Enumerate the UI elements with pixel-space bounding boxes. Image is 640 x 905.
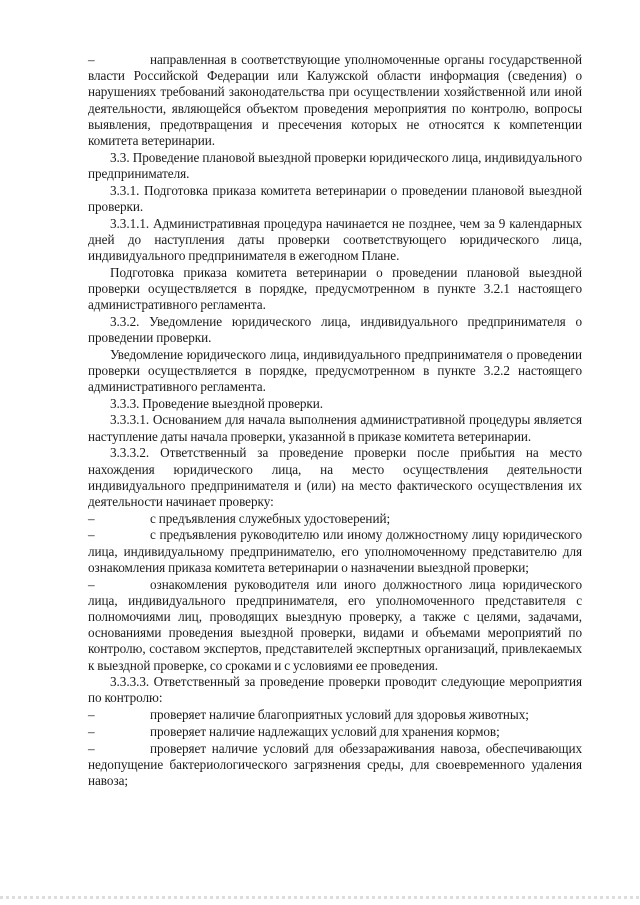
dash-marker: – xyxy=(88,723,95,739)
scan-edge-line xyxy=(0,896,640,899)
paragraph: 3.3.3.1. Основанием для начала выполнения административной процедуры является наступление даты начала проверки, указанной в приказе комитета ветеринарии. xyxy=(88,412,582,444)
paragraph: Уведомление юридического лица, индивидуального предпринимателя о проведении проверки осуществляется в порядке, предусмотренном в пункте 3.2.2 настоящего административного регламента. xyxy=(88,346,582,395)
paragraph-text: с предъявления руководителю или иному должностному лицу юридического лица, индивидуальному предпринимателю, его уполномоченному представителю для ознакомления приказа комитета ветеринарии о назначении выездной проверки; xyxy=(88,527,582,575)
paragraph-text: проверяет наличие надлежащих условий для хранения кормов; xyxy=(150,723,500,739)
list-item xyxy=(88,52,582,149)
paragraph-text: проверяет наличие благоприятных условий для здоровья животных; xyxy=(150,707,529,723)
paragraph-text: направленная в соответствующие уполномоченные органы государственной власти Российской Федерации или Калужской области информация (сведения) о нарушениях требований законодательства при осуществлении хозяйственной или иной деятельности, являющейся объектом проведения мероприятия по контролю, вопросы выявления, предотвращения и пресечения которых не относятся к компетенции комитета ветеринарии. xyxy=(88,52,582,149)
list-item xyxy=(88,724,582,740)
paragraph: 3.3.1.1. Административная процедура начинается не позднее, чем за 9 календарных дней до наступления даты проверки соответствующего юридического лица, индивидуального предпринимателя в ежегодном Плане. xyxy=(88,215,582,263)
dash-marker: – xyxy=(88,576,95,592)
section-heading: 3.3. Проведение плановой выездной проверки юридического лица, индивидуального предпринимателя. xyxy=(88,149,582,181)
dash-marker: – xyxy=(88,740,95,756)
list-item xyxy=(88,511,582,527)
dash-marker: – xyxy=(88,52,95,67)
list-item xyxy=(88,707,582,723)
section-heading: 3.3.1. Подготовка приказа комитета ветеринарии о проведении плановой выездной проверки. xyxy=(88,182,582,214)
paragraph-text: проверяет наличие условий для обеззараживания навоза, обеспечивающих недопущение бактериологического загрязнения среды, для своевременного удаления навоза; xyxy=(88,740,582,788)
paragraph: 3.3.3.2. Ответственный за проведение проверки после прибытия на место нахождения юридического лица, на место осуществления деятельности индивидуального предпринимателя и (или) на место фактического осуществления их деятельности начинает проверку: xyxy=(88,445,582,509)
list-item xyxy=(88,741,582,790)
list-item xyxy=(88,527,582,576)
dash-marker: – xyxy=(88,510,95,526)
document-body xyxy=(88,52,582,789)
section-heading: 3.3.2. Уведомление юридического лица, индивидуального предпринимателя о проведении проверки. xyxy=(88,313,582,345)
paragraph-text: с предъявления служебных удостоверений; xyxy=(150,510,391,526)
paragraph: 3.3.3.3. Ответственный за проведение проверки проводит следующие мероприятия по контролю: xyxy=(88,674,582,706)
section-heading: 3.3.3. Проведение выездной проверки. xyxy=(110,395,324,411)
dash-marker: – xyxy=(88,707,95,723)
dash-marker: – xyxy=(88,527,95,543)
list-item xyxy=(88,577,582,674)
paragraph-text: ознакомления руководителя или иного должностного лица юридического лица, индивидуального предпринимателя, его уполномоченного представителя с полномочиями лиц, проводящих выездную проверку, а также с целями, задачами, основаниями проведения выездной проверки, видами и объемами мероприятий по контролю, составом экспертов, представителей экспертных организаций, привлекаемых к выездной проверке, со сроками и с условиями ее проведения. xyxy=(88,576,582,673)
paragraph: Подготовка приказа комитета ветеринарии о проведении плановой выездной проверки осуществляется в порядке, предусмотренном в пункте 3.2.1 настоящего административного регламента. xyxy=(88,264,582,313)
